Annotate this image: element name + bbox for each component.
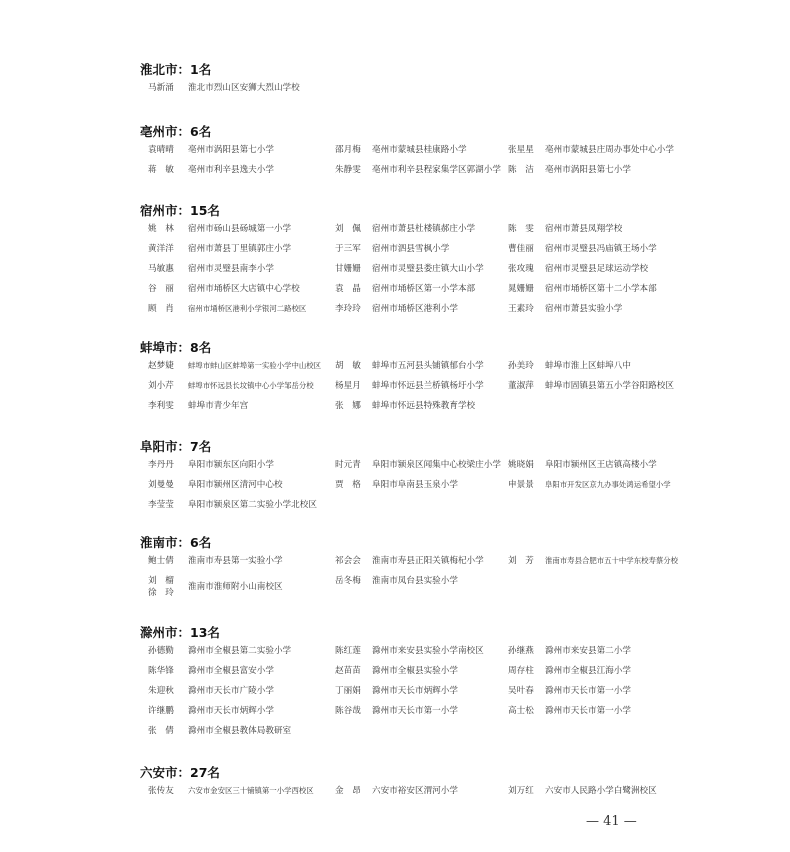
school-name: 宿州市灵璧县足球运动学校 — [545, 264, 649, 274]
person-name: 周存柱 — [508, 666, 534, 676]
school-name: 滁州市来安县第二小学 — [545, 646, 631, 656]
school-name: 宿州市埇桥区第十二小学本部 — [545, 284, 657, 294]
list-row — [0, 555, 790, 571]
person-name: 张 娜 — [335, 401, 361, 411]
section-heading: 蚌埠市：8名 — [140, 340, 212, 355]
section-heading: 淮南市：6名 — [140, 535, 212, 550]
school-name: 亳州市蒙城县庄周办事处中心小学 — [545, 145, 674, 155]
person-name: 陈 雯 — [508, 224, 534, 234]
school-name: 滁州市天长市炳辉小学 — [188, 706, 274, 716]
list-row — [0, 360, 790, 376]
school-name: 淮南市凤台县实验小学 — [372, 576, 458, 586]
person-name: 刘 芳 — [508, 556, 534, 566]
section-heading: 滁州市：13名 — [140, 625, 220, 640]
school-name: 阜阳市阜南县玉泉小学 — [372, 480, 458, 490]
school-name: 亳州市涡阳县第七小学 — [188, 145, 274, 155]
person-name: 蒋 敏 — [148, 165, 174, 175]
school-name: 亳州市利辛县逸夫小学 — [188, 165, 274, 175]
person-name: 朱静雯 — [335, 165, 361, 175]
school-name: 宿州市灵璧县南李小学 — [188, 264, 274, 274]
list-row — [0, 283, 790, 299]
person-name: 朱迎秋 — [148, 686, 174, 696]
school-name: 宿州市萧县凤翔学校 — [545, 224, 623, 234]
school-name: 六安市金安区三十铺镇第一小学西校区 — [188, 786, 314, 795]
person-name: 张攻瑰 — [508, 264, 534, 274]
person-name: 贾 格 — [335, 480, 361, 490]
section-heading: 亳州市：6名 — [140, 124, 212, 139]
list-row — [0, 705, 790, 721]
school-name: 滁州市来安县实验小学南校区 — [372, 646, 484, 656]
school-name: 阜阳市颍东区向阳小学 — [188, 460, 274, 470]
person-name: 丁丽娟 — [335, 686, 361, 696]
school-name: 宿州市埇桥区港利小学银河二路校区 — [188, 304, 307, 313]
person-name: 张传友 — [148, 786, 174, 796]
person-name: 马敏惠 — [148, 264, 174, 274]
list-row — [0, 380, 790, 396]
school-name: 宿州市灵璧县冯庙镇王场小学 — [545, 244, 657, 254]
school-name: 滁州市天长市广陵小学 — [188, 686, 274, 696]
person-name: 刘小芹 — [148, 381, 174, 391]
section-heading: 六安市：27名 — [140, 765, 220, 780]
school-name: 蚌埠市怀远县长坟镇中心小学邹岳分校 — [188, 381, 314, 390]
person-name: 陈 洁 — [508, 165, 534, 175]
school-name: 淮南市淮师附小山南校区 — [188, 582, 283, 592]
person-name: 刘 佩 — [335, 224, 361, 234]
school-name: 滁州市天长市第一小学 — [545, 706, 631, 716]
person-name: 陈红莲 — [335, 646, 361, 656]
person-name: 胡 敏 — [335, 361, 361, 371]
school-name: 蚌埠市五河县头铺镇郁台小学 — [372, 361, 484, 371]
person-name: 曹佳丽 — [508, 244, 534, 254]
person-name: 邵月梅 — [335, 145, 361, 155]
person-name: 孙继燕 — [508, 646, 534, 656]
school-name: 淮南市寿县正阳关镇梅杞小学 — [372, 556, 484, 566]
school-name: 六安市裕安区渭河小学 — [372, 786, 458, 796]
person-name: 王素玲 — [508, 304, 534, 314]
person-name: 李玲玲 — [335, 304, 361, 314]
person-name: 孙德勤 — [148, 646, 174, 656]
person-name: 刘曼曼 — [148, 480, 174, 490]
person-name: 孙美玲 — [508, 361, 534, 371]
list-row — [0, 479, 790, 495]
school-name: 淮北市烈山区安狮大烈山学校 — [188, 83, 300, 93]
school-name: 阜阳市颍州区王店镇高楼小学 — [545, 460, 657, 470]
school-name: 宿州市萧县杜楼镇郝庄小学 — [372, 224, 476, 234]
school-name: 宿州市灵璧县娄庄镇大山小学 — [372, 264, 484, 274]
person-name: 岳冬梅 — [335, 576, 361, 586]
school-name: 阜阳市开发区京九办事处鸿运希望小学 — [545, 480, 671, 489]
school-name: 滁州市全椒县教体局教研室 — [188, 726, 292, 736]
list-row — [0, 645, 790, 661]
person-name: 张 倩 — [148, 726, 174, 736]
school-name: 亳州市利辛县程家集学区郭湖小学 — [372, 165, 501, 175]
list-row — [0, 243, 790, 259]
person-name: 祁会会 — [335, 556, 361, 566]
list-row — [0, 665, 790, 681]
school-name: 亳州市涡阳县第七小学 — [545, 165, 631, 175]
list-row — [0, 223, 790, 239]
school-name: 宿州市萧县实验小学 — [545, 304, 623, 314]
person-name: 刘 榴 徐 玲 — [148, 576, 174, 598]
person-name: 晁姗姗 — [508, 284, 534, 294]
school-name: 蚌埠市青少年宫 — [188, 401, 249, 411]
person-name: 赵梦婕 — [148, 361, 174, 371]
school-name: 宿州市埇桥区第一小学本部 — [372, 284, 476, 294]
school-name: 滁州市天长市炳辉小学 — [372, 686, 458, 696]
list-row — [0, 144, 790, 160]
person-name: 陈谷哉 — [335, 706, 361, 716]
person-name: 于三军 — [335, 244, 361, 254]
person-name: 陈华锋 — [148, 666, 174, 676]
person-name: 李莹莹 — [148, 500, 174, 510]
section-heading: 阜阳市：7名 — [140, 439, 212, 454]
person-name: 赵苗苗 — [335, 666, 361, 676]
school-name: 宿州市泗县雪枫小学 — [372, 244, 450, 254]
school-name: 阜阳市颍泉区闻集中心校梁庄小学 — [372, 460, 501, 470]
person-name: 张星星 — [508, 145, 534, 155]
person-name: 鲍士倩 — [148, 556, 174, 566]
section-heading: 宿州市：15名 — [140, 203, 220, 218]
person-name: 黄洋洋 — [148, 244, 174, 254]
school-name: 滁州市天长市第一小学 — [545, 686, 631, 696]
list-row — [0, 82, 790, 98]
school-name: 蚌埠市固镇县第五小学谷阳路校区 — [545, 381, 674, 391]
person-name: 许继鹏 — [148, 706, 174, 716]
school-name: 宿州市砀山县砀城第一小学 — [188, 224, 292, 234]
person-name: 金 昂 — [335, 786, 361, 796]
person-name: 申景景 — [508, 480, 534, 490]
school-name: 蚌埠市怀远县特殊教育学校 — [372, 401, 476, 411]
person-name: 袁 晶 — [335, 284, 361, 294]
list-row — [0, 459, 790, 475]
school-name: 滁州市天长市第一小学 — [372, 706, 458, 716]
person-name: 李利雯 — [148, 401, 174, 411]
school-name: 滁州市全椒县第二实验小学 — [188, 646, 292, 656]
school-name: 阜阳市颍州区清河中心校 — [188, 480, 283, 490]
person-name: 高士松 — [508, 706, 534, 716]
person-name: 吴叶春 — [508, 686, 534, 696]
section-heading: 淮北市：1名 — [140, 62, 212, 77]
person-name: 董淑萍 — [508, 381, 534, 391]
list-row — [0, 685, 790, 701]
person-name: 姚晓娟 — [508, 460, 534, 470]
school-name: 蚌埠市怀远县兰桥镇杨圩小学 — [372, 381, 484, 391]
list-row — [0, 263, 790, 279]
person-name: 杨星月 — [335, 381, 361, 391]
page-number: — 41 — — [586, 814, 637, 829]
person-name: 顾 肖 — [148, 304, 174, 314]
school-name: 宿州市萧县丁里镇郭庄小学 — [188, 244, 292, 254]
school-name: 宿州市埇桥区大店镇中心学校 — [188, 284, 300, 294]
list-row — [0, 725, 790, 741]
school-name: 滁州市全椒县江海小学 — [545, 666, 631, 676]
school-name: 滁州市全椒县富安小学 — [188, 666, 274, 676]
person-name: 马新涌 — [148, 83, 174, 93]
person-name: 谷 丽 — [148, 284, 174, 294]
person-name: 袁晴晴 — [148, 145, 174, 155]
list-row — [0, 400, 790, 416]
school-name: 淮南市寿县第一实验小学 — [188, 556, 283, 566]
school-name: 滁州市全椒县实验小学 — [372, 666, 458, 676]
list-row — [0, 575, 790, 598]
person-name: 姚 林 — [148, 224, 174, 234]
person-name: 刘万红 — [508, 786, 534, 796]
person-name: 时元青 — [335, 460, 361, 470]
school-name: 亳州市蒙城县桂康路小学 — [372, 145, 467, 155]
person-name: 甘姗姗 — [335, 264, 361, 274]
school-name: 蚌埠市蚌山区蚌埠第一实验小学中山校区 — [188, 361, 322, 370]
list-row — [0, 303, 790, 319]
person-name: 李丹丹 — [148, 460, 174, 470]
school-name: 宿州市埇桥区港利小学 — [372, 304, 458, 314]
school-name: 六安市人民路小学白鹭洲校区 — [545, 786, 657, 796]
school-name: 蚌埠市淮上区蚌埠八中 — [545, 361, 631, 371]
list-row — [0, 785, 790, 801]
school-name: 淮南市寿县合肥市五十中学东校寿蔡分校 — [545, 556, 679, 565]
school-name: 阜阳市颍泉区第二实验小学北校区 — [188, 500, 317, 510]
list-row — [0, 164, 790, 180]
list-row — [0, 499, 790, 515]
